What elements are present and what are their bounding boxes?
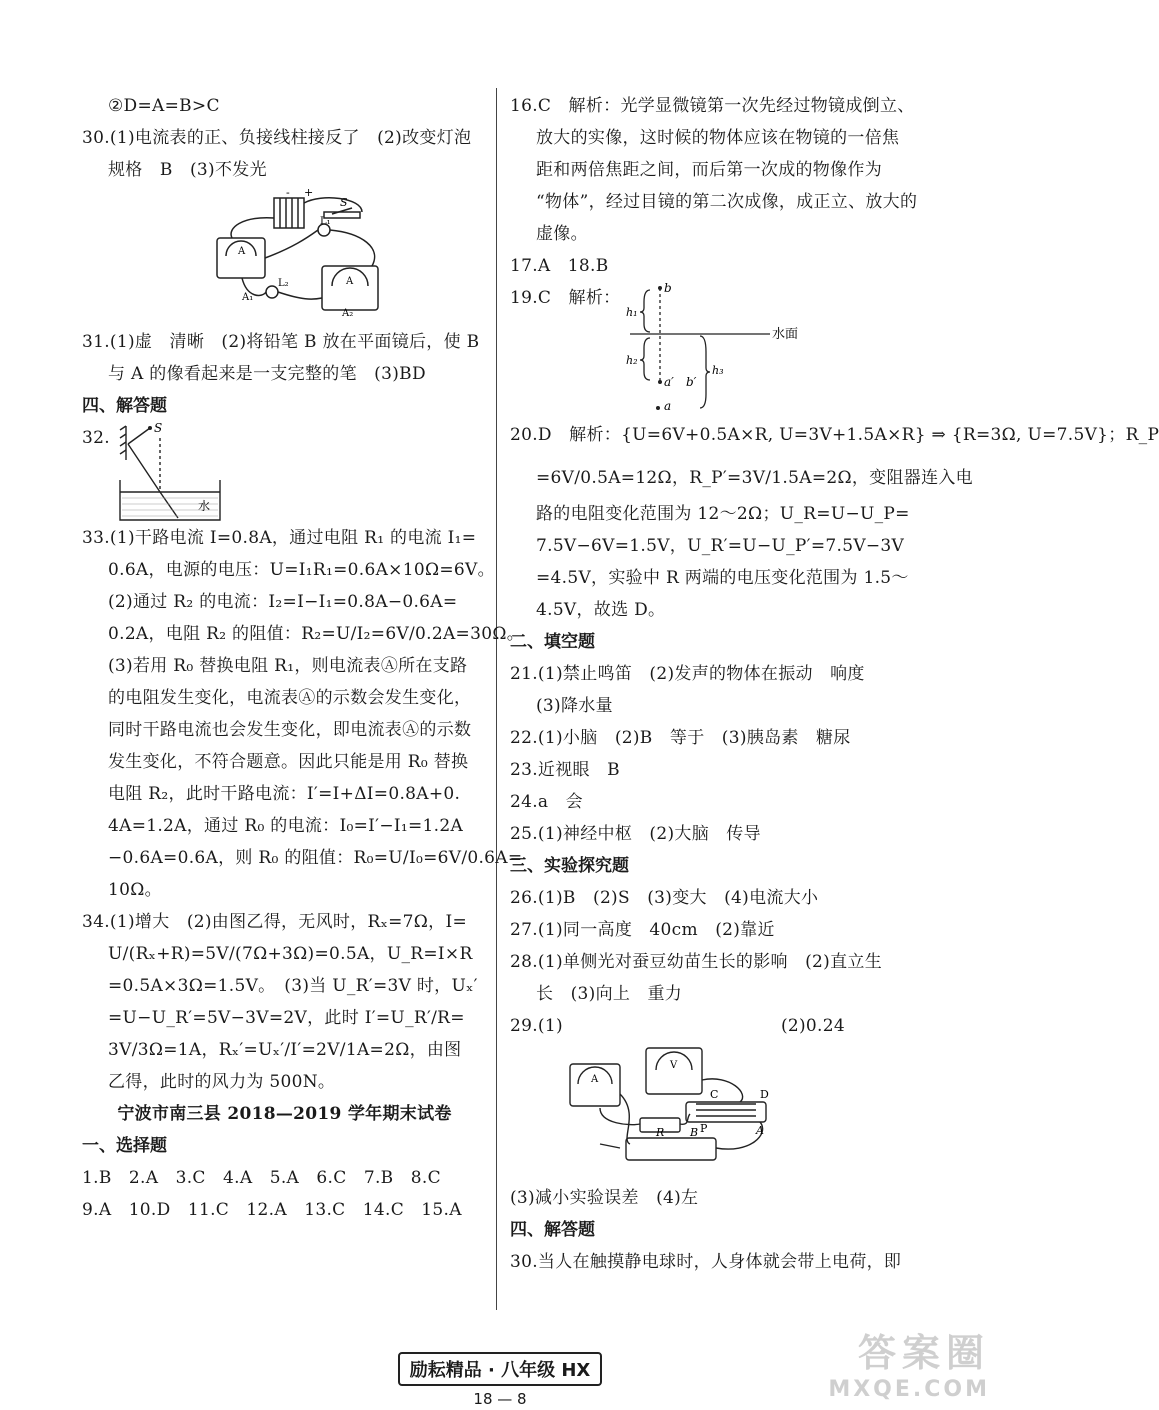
answer-33-line8: 发生变化，不符合题意。因此只能是用 R₀ 替换 — [108, 752, 469, 772]
answer-33-line11: −0.6A=0.6A，则 R₀ 的阻值：R₀=U/I₀=6V/0.6A= — [108, 848, 523, 868]
label-p: P — [700, 1122, 708, 1135]
answer-31-line2: 与 A 的像看起来是一支完整的笔 (3)BD — [108, 364, 426, 384]
answer-20-line4: 7.5V−6V=1.5V，U_R′=U−U_P′=7.5V−3V — [536, 536, 905, 556]
answer-19-text: 19.C 解析： — [510, 288, 621, 308]
answer-34-line3: =0.5A×3Ω=1.5V。 (3)当 U_R′=3V 时，Uₓ′ — [108, 976, 478, 996]
ammeter-a-label: A — [238, 246, 246, 257]
answer-22: 22.(1)小脑 (2)B 等于 (3)胰岛素 糖尿 — [510, 728, 851, 748]
answer-33-line10: 4A=1.2A，通过 R₀ 的电流：I₀=I′−I₁=1.2A — [108, 816, 464, 836]
circuit-figure-30 — [82, 188, 487, 322]
answer-33-line5: (3)若用 R₀ 替换电阻 R₁，则电流表Ⓐ所在支路 — [108, 656, 468, 676]
answer-20-line3: 路的电阻变化范围为 12～2Ω；U_R=U−U_P= — [536, 504, 910, 524]
column-divider — [496, 88, 497, 1310]
water-surface-label: 水面 — [772, 327, 799, 342]
ammeter-a-label-2: A — [346, 276, 354, 287]
answer-33-line1: 33.(1)干路电流 I=0.8A，通过电阻 R₁ 的电流 I₁= — [82, 528, 477, 548]
answer-27: 27.(1)同一高度 40cm (2)靠近 — [510, 920, 775, 940]
answer-31-line1: 31.(1)虚 清晰 (2)将铅笔 B 放在平面镜后，使 B — [82, 332, 480, 352]
answer-29-row — [510, 1010, 925, 1042]
answer-25: 25.(1)神经中枢 (2)大脑 传导 — [510, 824, 761, 844]
answer-16-line5: 虚像。 — [536, 224, 588, 244]
label-d: D — [760, 1088, 769, 1101]
lamp2-label: L₂ — [278, 278, 289, 289]
answer-28-line2: 长 (3)向上 重力 — [536, 984, 683, 1004]
exam-title: 宁波市南三县 2018—2019 学年期末试卷 — [117, 1104, 452, 1124]
refraction-figure-32 — [110, 422, 230, 522]
answer-26: 26.(1)B (2)S (3)变大 (4)电流大小 — [510, 888, 819, 908]
answer-16-line4: “物体”，经过目镜的第二次成像，成正立、放大的 — [536, 192, 918, 212]
brand-logo: 励耘精品 · 八年级 HX — [398, 1352, 603, 1386]
answer-30-line1: 30.(1)电流表的正、负接线柱接反了 (2)改变灯泡 — [82, 128, 472, 148]
answer-34-line2: U/(Rₓ+R)=5V/(7Ω+3Ω)=0.5A，U_R=I×R — [108, 944, 473, 964]
label-c: C — [710, 1088, 719, 1101]
answer-20-line2: =6V/0.5A=12Ω，R_P′=3V/1.5A=2Ω，变阻器连入电 — [536, 468, 973, 488]
lamp1-label: L₁ — [320, 216, 331, 227]
source-label: S — [153, 421, 163, 435]
answer-17-18: 17.A 18.B — [510, 256, 609, 276]
answer-line: ②D=A=B>C — [108, 96, 220, 116]
answer-33-line7: 同时干路电流也会发生变化，即电流表Ⓐ的示数 — [108, 720, 472, 740]
answer-34-line6: 乙得，此时的风力为 500N。 — [108, 1072, 336, 1092]
answer-20-line6: 4.5V，故选 D。 — [536, 600, 666, 620]
section-heading: 四、解答题 — [82, 396, 167, 416]
watermark — [828, 1322, 990, 1402]
answer-33-line4: 0.2A，电阻 R₂ 的阻值：R₂=U/I₂=6V/0.2A=30Ω。 — [108, 624, 525, 644]
a2-label: A₂ — [342, 308, 354, 319]
label-h1: h₁ — [626, 306, 638, 319]
circuit-figure-29 — [510, 1044, 925, 1178]
label-r-29: R — [656, 1126, 665, 1139]
answer-34-line4: =U−U_R′=5V−3V=2V，此时 I′=U_R′/R= — [108, 1008, 465, 1028]
label-b: b — [664, 281, 673, 295]
answer-16-line2: 放大的实像，这时候的物体应该在物镜的一倍焦 — [536, 128, 900, 148]
section-heading-solve: 四、解答题 — [510, 1220, 595, 1240]
ammeter-label: A — [591, 1074, 599, 1085]
answer-21-line1: 21.(1)禁止鸣笛 (2)发声的物体在振动 响度 — [510, 664, 865, 684]
page-number: 18 — 8 — [473, 1390, 527, 1408]
right-column — [510, 90, 1159, 1278]
minus-label: - — [286, 186, 290, 199]
label-a-29: A — [756, 1124, 764, 1137]
reflection-figure-19 — [620, 282, 810, 412]
answer-32 — [82, 422, 487, 522]
label-a-prime: a′ — [664, 375, 675, 389]
label-h2: h₂ — [626, 354, 638, 367]
switch-label: S — [340, 196, 348, 209]
answer-29-part1: 29.(1) — [510, 1016, 563, 1036]
label-h3: h₃ — [712, 364, 724, 377]
voltmeter-label: V — [670, 1060, 678, 1071]
section-heading-fill: 二、填空题 — [510, 632, 595, 652]
a1-label: A₁ — [242, 292, 254, 303]
answer-33-line6: 的电阻发生变化，电流表Ⓐ的示数会发生变化， — [108, 688, 472, 708]
label-b-29: B — [690, 1126, 699, 1139]
section-heading-experiment: 三、实验探究题 — [510, 856, 629, 876]
answer-21-line2: (3)降水量 — [536, 696, 613, 716]
answer-20-line5: =4.5V，实验中 R 两端的电压变化范围为 1.5～ — [536, 568, 909, 588]
water-label: 水 — [197, 499, 210, 513]
answer-33-line2: 0.6A，电源的电压：U=I₁R₁=0.6A×10Ω=6V。 — [108, 560, 495, 580]
answer-34-line5: 3V/3Ω=1A，Rₓ′=Uₓ′/I′=2V/1A=2Ω，由图 — [108, 1040, 462, 1060]
answer-34-line1: 34.(1)增大 (2)由图乙得，无风时，Rₓ=7Ω，I= — [82, 912, 468, 932]
answer-16-line3: 距和两倍焦距之间，而后第一次成的物像作为 — [536, 160, 882, 180]
answer-23: 23.近视眼 B — [510, 760, 620, 780]
watermark-url: MXQE.COM — [828, 1377, 990, 1402]
answer-29-part2: (2)0.24 — [780, 1016, 845, 1036]
answer-16-line1: 16.C 解析：光学显微镜第一次先经过物镜成倒立、 — [510, 96, 915, 116]
plus-label: + — [304, 186, 314, 199]
answer-19 — [510, 282, 925, 412]
answer-24: 24.a 会 — [510, 792, 583, 812]
answer-33-line9: 电阻 R₂，此时干路电流：I′=I+ΔI=0.8A+0. — [108, 784, 461, 804]
label-a: a — [664, 399, 672, 413]
watermark-text: 答案圈 — [857, 1331, 990, 1375]
answer-33-line12: 10Ω。 — [108, 880, 162, 900]
choice-answers-1: 1.B 2.A 3.C 4.A 5.A 6.C 7.B 8.C — [82, 1168, 441, 1188]
label-b-prime: b′ — [686, 375, 697, 389]
answer-32-number: 32. — [82, 428, 110, 448]
answer-20-line1: 20.D 解析：{U=6V+0.5A×R, U=3V+1.5A×R} ⇒ {R=3Ω, U=7.5V}；R_P — [510, 425, 1159, 445]
answer-29-part3: (3)减小实验误差 (4)左 — [510, 1188, 699, 1208]
answer-30-text: 30.当人在触摸静电球时，人身体就会带上电荷，即 — [510, 1252, 902, 1272]
left-column — [82, 90, 525, 1226]
section-heading-choice: 一、选择题 — [82, 1136, 167, 1156]
answer-28-line1: 28.(1)单侧光对蚕豆幼苗生长的影响 (2)直立生 — [510, 952, 882, 972]
answer-30-line2: 规格 B (3)不发光 — [108, 160, 267, 180]
choice-answers-2: 9.A 10.D 11.C 12.A 13.C 14.C 15.A — [82, 1200, 462, 1220]
answer-33-line3: (2)通过 R₂ 的电流：I₂=I−I₁=0.8A−0.6A= — [108, 592, 458, 612]
